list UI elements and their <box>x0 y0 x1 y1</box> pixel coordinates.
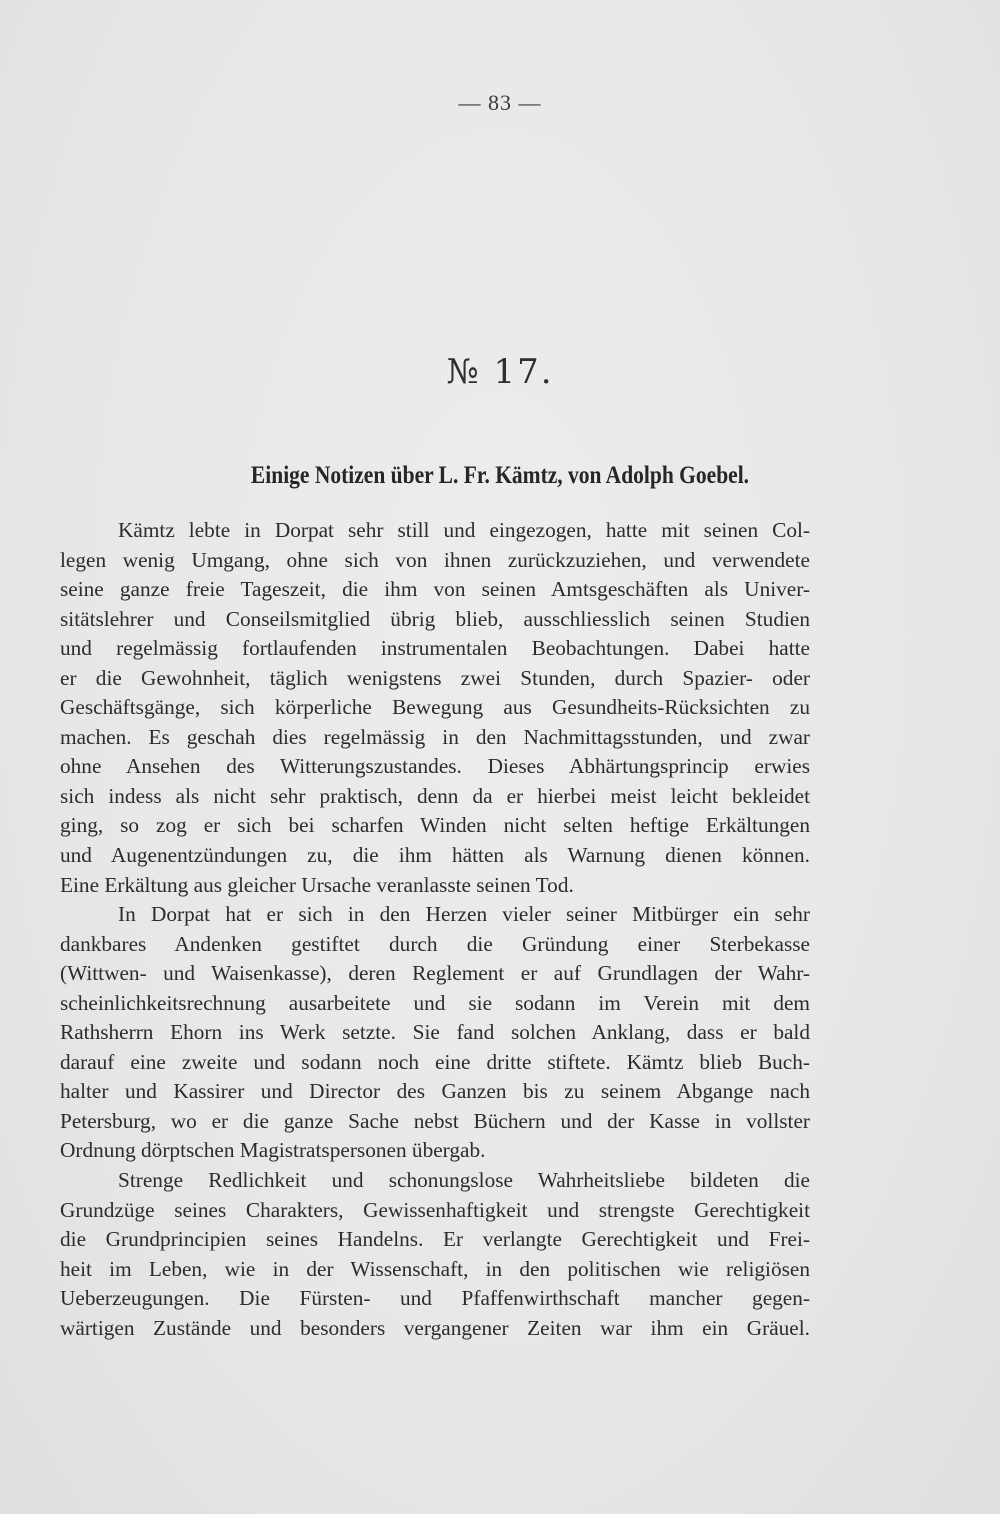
text-line: Ueberzeugungen. Die Fürsten- und Pfaffenwirthschaft mancher gegen- <box>60 1286 810 1311</box>
text-line: legen wenig Umgang, ohne sich von ihnen zurückzuziehen, und verwendete <box>60 547 810 572</box>
text-line: Strenge Redlichkeit und schonungslose Wahrheitsliebe bildeten die <box>118 1168 810 1193</box>
text-line: ging, so zog er sich bei scharfen Winden nicht selten heftige Erkältungen <box>60 813 810 838</box>
text-line: sich indess als nicht sehr praktisch, denn da er hierbei meist leicht bekleidet <box>60 783 810 808</box>
text-line: Ordnung dörptschen Magistratspersonen übergab. <box>60 1138 486 1163</box>
text-line: er die Gewohnheit, täglich wenigstens zwei Stunden, durch Spazier- oder <box>60 665 810 690</box>
paragraph <box>60 900 810 1166</box>
text-line: In Dorpat hat er sich in den Herzen vieler seiner Mitbürger ein sehr <box>118 902 810 927</box>
paragraph <box>60 1166 810 1343</box>
text-line: und regelmässig fortlaufenden instrumentalen Beobachtungen. Dabei hatte <box>60 636 810 661</box>
text-line: die Grundprincipien seines Handelns. Er verlangte Gerechtigkeit und Frei- <box>60 1227 810 1252</box>
article-heading: Einige Notizen über L. Fr. Kämtz, von Adolph Goebel. <box>250 462 750 489</box>
text-line: (Wittwen- und Waisenkasse), deren Reglement er auf Grundlagen der Wahr- <box>60 961 810 986</box>
text-line: Rathsherrn Ehorn ins Werk setzte. Sie fand solchen Anklang, dass er bald <box>60 1020 810 1045</box>
text-line: wärtigen Zustände und besonders vergangener Zeiten war ihm ein Gräuel. <box>60 1315 810 1340</box>
text-line: heit im Leben, wie in der Wissenschaft, in den politischen wie religiösen <box>60 1256 810 1281</box>
page-number: — 83 — <box>458 90 542 115</box>
text-line: machen. Es geschah dies regelmässig in den Nachmittagsstunden, und zwar <box>60 724 810 749</box>
text-line: sitätslehrer und Conseilsmitglied übrig blieb, ausschliesslich seinen Studien <box>60 606 810 631</box>
text-line: Eine Erkältung aus gleicher Ursache veranlasste seinen Tod. <box>60 872 574 897</box>
text-line: dankbares Andenken gestiftet durch die Gründung einer Sterbekasse <box>60 931 810 956</box>
text-line: Grundzüge seines Charakters, Gewissenhaftigkeit und strengste Gerechtigkeit <box>60 1197 810 1222</box>
text-line: Kämtz lebte in Dorpat sehr still und eingezogen, hatte mit seinen Col- <box>118 518 810 542</box>
text-line: und Augenentzündungen zu, die ihm hätten als Warnung dienen können. <box>60 843 810 868</box>
document-number: № 17. <box>446 352 554 392</box>
text-line: darauf eine zweite und sodann noch eine dritte stiftete. Kämtz blieb Buch- <box>60 1049 810 1074</box>
paragraph <box>60 516 810 900</box>
text-line: Petersburg, wo er die ganze Sache nebst Büchern und der Kasse in vollster <box>60 1108 810 1133</box>
text-line: Geschäftsgänge, sich körperliche Bewegung aus Gesundheits-Rücksichten zu <box>60 695 810 720</box>
article-body <box>60 516 810 1343</box>
text-line: seine ganze freie Tageszeit, die ihm von seinen Amtsgeschäften als Univer- <box>60 577 810 602</box>
text-line: halter und Kassirer und Director des Ganzen bis zu seinem Abgange nach <box>60 1079 810 1104</box>
text-line: scheinlichkeitsrechnung ausarbeitete und sie sodann im Verein mit dem <box>60 990 810 1015</box>
text-line: ohne Ansehen des Witterungszustandes. Dieses Abhärtungsprincip erwies <box>60 754 810 779</box>
